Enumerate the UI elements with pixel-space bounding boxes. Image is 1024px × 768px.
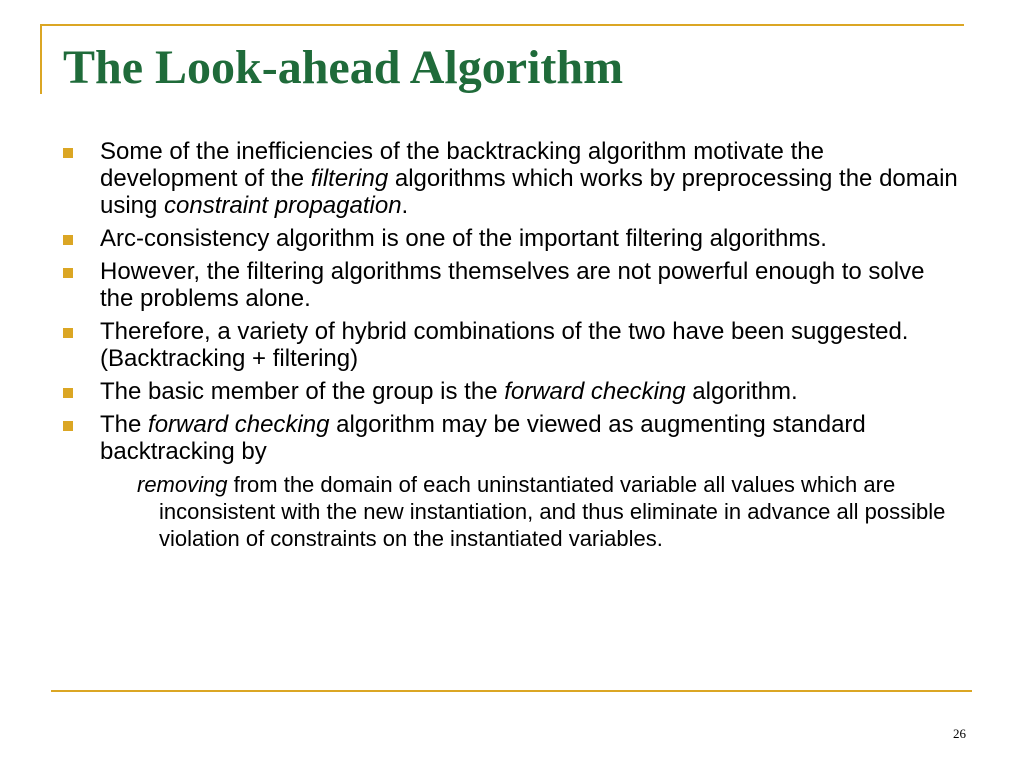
bullet-emphasis: forward checking [504, 378, 686, 405]
sub-item [137, 471, 962, 552]
bullet-text: algorithms which works by preprocessing the domain using [100, 165, 958, 219]
bullet-emphasis: filtering [310, 165, 389, 192]
left-rule [40, 24, 42, 94]
slide-title: The Look-ahead Algorithm [63, 41, 624, 94]
square-bullet-icon [63, 148, 73, 158]
bottom-rule [51, 690, 972, 692]
sub-item-emphasis: removing [137, 472, 228, 497]
bullet-item [62, 378, 962, 405]
bullet-emphasis: forward checking [148, 411, 330, 438]
bullet-item [62, 318, 962, 372]
square-bullet-icon [63, 328, 73, 338]
bullet-text: However, the filtering algorithms themselves are not powerful enough to solve the problems alone. [100, 258, 925, 312]
bullet-text: algorithm. [685, 378, 798, 405]
bullet-item [62, 138, 962, 219]
bullet-text: Therefore, a variety of hybrid combinations of the two have been suggested. (Backtracking + filtering) [100, 318, 909, 372]
bullet-text: algorithm may be viewed as augmenting standard backtracking by [100, 411, 866, 465]
bullet-list [62, 138, 962, 552]
square-bullet-icon [63, 388, 73, 398]
bullet-text: Some of the inefficiencies of the backtracking algorithm motivate the development of the [100, 138, 824, 192]
square-bullet-icon [63, 268, 73, 278]
bullet-item [62, 225, 962, 252]
bullet-text: The [100, 411, 149, 438]
bullet-text: . [401, 192, 409, 219]
bullet-item [62, 258, 962, 312]
bullet-text: The basic member of the group is the [100, 378, 505, 405]
square-bullet-icon [63, 421, 73, 431]
bullet-emphasis: constraint propagation [164, 192, 402, 219]
top-rule [40, 24, 964, 26]
page-number: 26 [953, 726, 966, 741]
sub-item-text: from the domain of each uninstantiated variable all values which are inconsistent with the new instantiation, and thus eliminate in advance all possible violation of constraints on the instantiated variables. [159, 472, 946, 551]
bullet-text: Arc-consistency algorithm is one of the important filtering algorithms. [100, 225, 827, 252]
bullet-item [62, 411, 962, 465]
square-bullet-icon [63, 235, 73, 245]
